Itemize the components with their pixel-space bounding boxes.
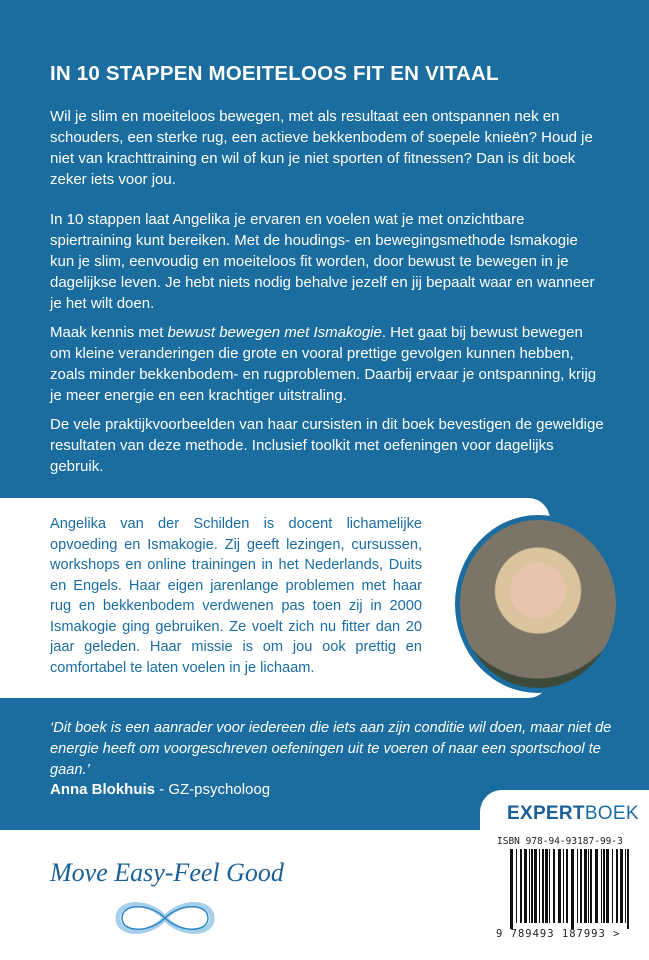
logo-light: BOEK (584, 803, 639, 824)
barcode-bar (601, 849, 602, 923)
text: Maak kennis met (50, 324, 168, 341)
barcode-bar (588, 849, 589, 923)
barcode-bar (590, 849, 592, 923)
emphasis: bewust bewegen met Ismakogie (167, 324, 382, 341)
cover-title: IN 10 STAPPEN MOEITELOOS FIT EN VITAAL (50, 62, 499, 85)
barcode-bar (542, 849, 544, 923)
method-paragraph: In 10 stappen laat Angelika je ervaren en voelen wat je met onzichtbare spiertraining kunt bereiken. Met de houdings- en bewegingsmethode Ismakogie kun je slim, eenvoudig en moeiteloos fit worden, door bewust te bewegen in je dagelijkse leven. Je hebt niets nodig behalve jezelf en jij bepaalt waar en wanneer je het wilt doen. (50, 211, 595, 312)
barcode-bar (571, 849, 574, 929)
barcode-bar (603, 849, 605, 923)
infinity-logo-icon (110, 898, 220, 938)
barcode (510, 849, 632, 929)
barcode-bar (620, 849, 623, 923)
text: . Het gaat bij bewust bewegen om kleine veranderingen die grote en vooral prettige gevolgen kunnen hebben, zoals minder bekkenbodem- en rugproblemen. Daarbij ervaar je ontspanning, krijg je meer energie en een krachtiger uitstraling. (50, 324, 597, 404)
barcode-bar (534, 849, 537, 923)
barcode-bar (510, 849, 513, 929)
barcode-number: 9 789493 187993 > (496, 928, 621, 940)
barcode-bar (606, 849, 609, 923)
barcode-bar (612, 849, 613, 923)
barcode-bar (539, 849, 540, 923)
review-author (50, 781, 270, 798)
barcode-bar (516, 849, 517, 923)
publisher-logo (507, 803, 639, 825)
barcode-bar (625, 849, 626, 923)
bewust-paragraph (50, 322, 605, 406)
intro-paragraph: Wil je slim en moeiteloos bewegen, met als resultaat een ontspannen nek en schouders, een sterke rug, een actieve bekkenbodem of soepele knieën? Houd je niet van krachttraining en wil of kun je niet sporten of fitnessen? Dan is dit boek zeker iets voor jou. (50, 108, 593, 188)
author-role: - GZ-psycholoog (155, 781, 271, 798)
barcode-bar (584, 849, 587, 923)
barcode-bar (549, 849, 550, 923)
barcode-bar (566, 849, 568, 923)
author-photo (455, 515, 621, 693)
barcode-bar (558, 849, 561, 923)
examples-paragraph: De vele praktijkvoorbeelden van haar cursisten in dit boek bevestigen de geweldige resultaten van deze methode. Inclusief toolkit met oefeningen voor dagelijks gebruik. (50, 416, 604, 475)
barcode-bar (529, 849, 530, 923)
logo-bold: EXPERT (507, 803, 585, 824)
isbn: ISBN 978-94-93187-99-3 (497, 836, 623, 847)
review-quote: ‘Dit boek is een aanrader voor iedereen die iets aan zijn conditie wil doen, maar niet de energie heeft om voorgeschreven oefeningen uit te voeren of naar een sportschool te gaan.’ (50, 720, 612, 778)
barcode-bar (553, 849, 555, 923)
barcode-bar (577, 849, 578, 923)
barcode-bar (563, 849, 564, 923)
barcode-bar (595, 849, 598, 923)
barcode-bar (520, 849, 522, 923)
barcode-bar (627, 849, 629, 929)
slogan: Move Easy-Feel Good (50, 858, 284, 887)
author-name: Anna Blokhuis (50, 781, 156, 798)
barcode-bar (524, 849, 527, 923)
barcode-bar (545, 849, 548, 923)
author-bio: Angelika van der Schilden is docent lichamelijke opvoeding en Ismakogie. Zij geeft lezingen, cursussen, workshops en online trainingen in het Nederlands, Duits en Engels. Haar eigen jarenlange problemen met haar rug en bekkenbodem verdwenen pas toen zij in 2000 Ismakogie ging gebruiken. Ze voelt zich nu fitter dan 20 jaar geleden. Haar missie is om jou ook prettig en comfortabel te laten voelen in je lichaam. (50, 516, 422, 676)
barcode-bar (531, 849, 533, 923)
barcode-bar (616, 849, 618, 923)
barcode-bar (580, 849, 582, 923)
